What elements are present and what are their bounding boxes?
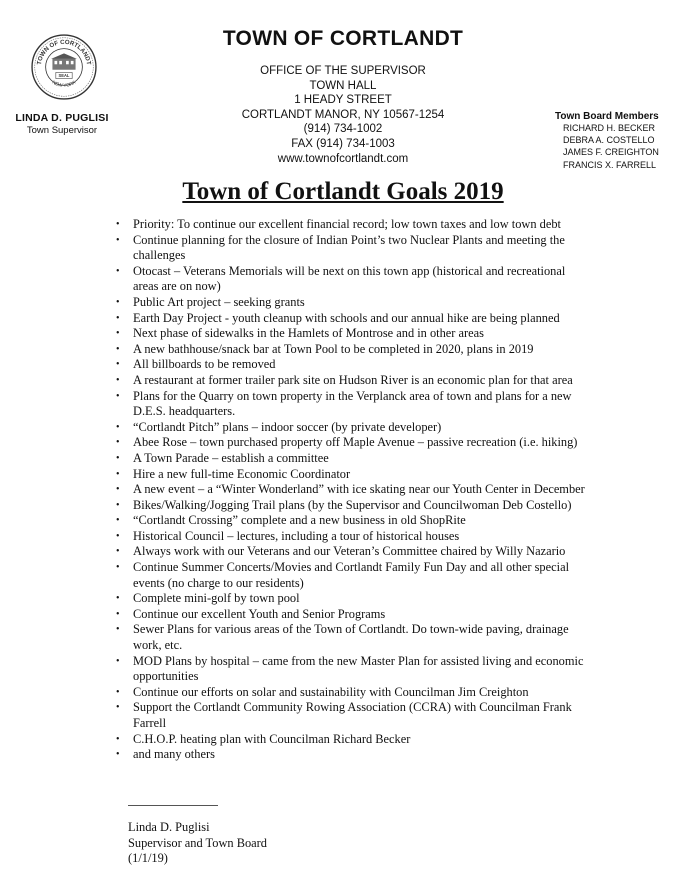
- bullet-icon: •: [116, 546, 120, 558]
- goal-text: Support the Cortlandt Community Rowing Association (CCRA) with Councilman Frank Farrell: [133, 700, 572, 730]
- goal-item: [116, 233, 586, 264]
- goal-item: [116, 451, 586, 467]
- goal-text: All billboards to be removed: [133, 357, 276, 372]
- goal-item: [116, 311, 586, 327]
- goal-text: Abee Rose – town purchased property off Maple Avenue – passive recreation (i.e. hiking): [133, 435, 578, 450]
- goal-item: [116, 498, 586, 514]
- address-line: 1 HEADY STREET: [294, 94, 392, 107]
- bullet-icon: •: [116, 219, 120, 230]
- signature-line: [128, 805, 218, 806]
- phone-number: (914) 734-1002: [303, 123, 383, 136]
- board-member: DEBRA A. COSTELLO: [563, 135, 655, 146]
- address-line: OFFICE OF THE SUPERVISOR: [260, 65, 426, 77]
- goal-item: [116, 373, 586, 389]
- signature-title: Supervisor and Town Board: [128, 835, 267, 850]
- goal-item: [116, 342, 586, 358]
- bullet-icon: •: [116, 499, 120, 511]
- town-name-heading: TOWN OF CORTLANDT: [222, 27, 464, 50]
- website-url: www.townofcortlandt.com: [277, 152, 409, 165]
- bullet-icon: •: [116, 343, 120, 355]
- goal-item: [116, 654, 586, 685]
- goal-text: MOD Plans by hospital – came from the new Master Plan for assisted living and economic opportunities: [133, 653, 584, 684]
- bullet-icon: •: [116, 234, 120, 246]
- address-line: TOWN HALL: [309, 79, 377, 92]
- goal-text: and many others: [133, 747, 215, 762]
- goal-item: [116, 607, 586, 623]
- goal-item: [116, 295, 586, 311]
- signature-date: (1/1/19): [128, 851, 168, 866]
- goal-item: [116, 544, 586, 560]
- goal-text: Public Art project – seeking grants: [133, 294, 305, 309]
- address-line: CORTLANDT MANOR, NY 10567-1254: [241, 108, 445, 121]
- bullet-icon: •: [116, 328, 120, 340]
- goal-text: Sewer Plans for various areas of the Town of Cortlandt. Do town-wide paving, drainage work, etc.: [133, 622, 569, 653]
- seal-center-text: SEAL: [58, 73, 70, 79]
- board-member: RICHARD H. BECKER: [563, 123, 656, 133]
- goal-item: [116, 357, 586, 373]
- board-member: JAMES F. CREIGHTON: [563, 147, 659, 158]
- goal-text: Always work with our Veterans and our Veteran’s Committee chaired by Willy Nazario: [133, 544, 566, 559]
- goal-text: A Town Parade – establish a committee: [133, 450, 329, 465]
- seal-ring-text-top: TOWN OF CORTLANDT: [35, 38, 93, 66]
- goal-item: [116, 326, 586, 342]
- board-member: FRANCIS X. FARRELL: [563, 159, 657, 170]
- board-heading: Town Board Members: [555, 111, 659, 122]
- bullet-icon: •: [116, 452, 120, 464]
- goal-text: A new bathhouse/snack bar at Town Pool to be completed in 2020, plans in 2019: [133, 341, 534, 356]
- bullet-icon: •: [116, 359, 120, 371]
- goal-item: [116, 264, 586, 295]
- goal-item: [116, 529, 586, 545]
- fax-number: FAX (914) 734-1003: [291, 137, 395, 150]
- bullet-icon: •: [116, 593, 120, 605]
- goal-text: Earth Day Project - youth cleanup with schools and our annual hike are being planned: [133, 310, 560, 325]
- goal-text: Hire a new full-time Economic Coordinator: [133, 466, 351, 481]
- goal-text: Next phase of sidewalks in the Hamlets of Montrose and in other areas: [133, 326, 484, 341]
- goal-text: “Cortlandt Crossing” complete and a new business in old ShopRite: [133, 513, 466, 528]
- goal-text: A new event – a “Winter Wonderland” with ice skating near our Youth Center in December: [133, 482, 585, 497]
- supervisor-title: Town Supervisor: [26, 125, 98, 136]
- bullet-icon: •: [116, 686, 120, 698]
- bullet-icon: •: [116, 515, 120, 527]
- goal-item: [116, 622, 586, 653]
- goal-text: A restaurant at former trailer park site on Hudson River is an economic plan for that area: [133, 372, 573, 387]
- document-title: Town of Cortlandt Goals 2019: [182, 178, 504, 205]
- goal-item: [116, 747, 586, 763]
- goal-item: [116, 467, 586, 483]
- seal-ring-text-bottom: NEW YORK: [50, 80, 78, 89]
- goal-item: [116, 435, 586, 451]
- bullet-icon: •: [116, 421, 120, 433]
- bullet-icon: •: [116, 608, 120, 620]
- bullet-icon: •: [116, 468, 120, 480]
- town-board-members: [555, 111, 675, 171]
- goal-text: Complete mini-golf by town pool: [133, 591, 300, 606]
- bullet-icon: •: [116, 390, 120, 402]
- bullet-icon: •: [116, 562, 120, 574]
- goal-text: Bikes/Walking/Jogging Trail plans (by the Supervisor and Councilwoman Deb Costello): [133, 497, 572, 512]
- bullet-icon: •: [116, 484, 120, 496]
- supervisor-name: LINDA D. PUGLISI: [15, 112, 109, 124]
- bullet-icon: •: [116, 655, 120, 667]
- bullet-icon: •: [116, 624, 120, 636]
- goals-list: [116, 217, 586, 763]
- goal-text: Priority: To continue our excellent financial record; low town taxes and low town debt: [133, 217, 561, 231]
- bullet-icon: •: [116, 702, 120, 714]
- bullet-icon: •: [116, 749, 120, 761]
- goal-text: Historical Council – lectures, including a tour of historical houses: [133, 528, 460, 543]
- bullet-icon: •: [116, 733, 120, 745]
- goal-text: C.H.O.P. heating plan with Councilman Richard Becker: [133, 731, 411, 746]
- goal-item: [116, 732, 586, 748]
- bullet-icon: •: [116, 374, 120, 386]
- signature-block: [128, 805, 428, 867]
- goal-item: [116, 420, 586, 436]
- goal-item: [116, 685, 586, 701]
- goal-text: Plans for the Quarry on town property in the Verplanck area of town and plans for a new D.E.S. headquarters.: [133, 388, 572, 419]
- goal-item: [116, 560, 586, 591]
- goal-item: [116, 513, 586, 529]
- bullet-icon: •: [116, 312, 120, 324]
- goal-text: Otocast – Veterans Memorials will be next on this town app (historical and recreational areas are on now): [133, 263, 566, 294]
- goal-item: [116, 389, 586, 420]
- bullet-icon: •: [116, 437, 120, 449]
- goal-text: Continue our excellent Youth and Senior Programs: [133, 606, 386, 621]
- goal-text: Continue planning for the closure of Indian Point’s two Nuclear Plants and meeting the challenges: [133, 232, 565, 263]
- bullet-icon: •: [116, 530, 120, 542]
- goal-text: Continue Summer Concerts/Movies and Cortlandt Family Fun Day and all other special events (no charge to our residents): [133, 560, 570, 590]
- goal-item: [116, 591, 586, 607]
- bullet-icon: •: [116, 296, 120, 308]
- signature-name: Linda D. Puglisi: [128, 820, 210, 834]
- bullet-icon: •: [116, 265, 120, 277]
- goal-item: [116, 482, 586, 498]
- goal-text: “Cortlandt Pitch” plans – indoor soccer (by private developer): [133, 419, 442, 434]
- goal-item: [116, 217, 586, 233]
- goal-text: Continue our efforts on solar and sustainability with Councilman Jim Creighton: [133, 684, 529, 699]
- goal-item: [116, 700, 586, 731]
